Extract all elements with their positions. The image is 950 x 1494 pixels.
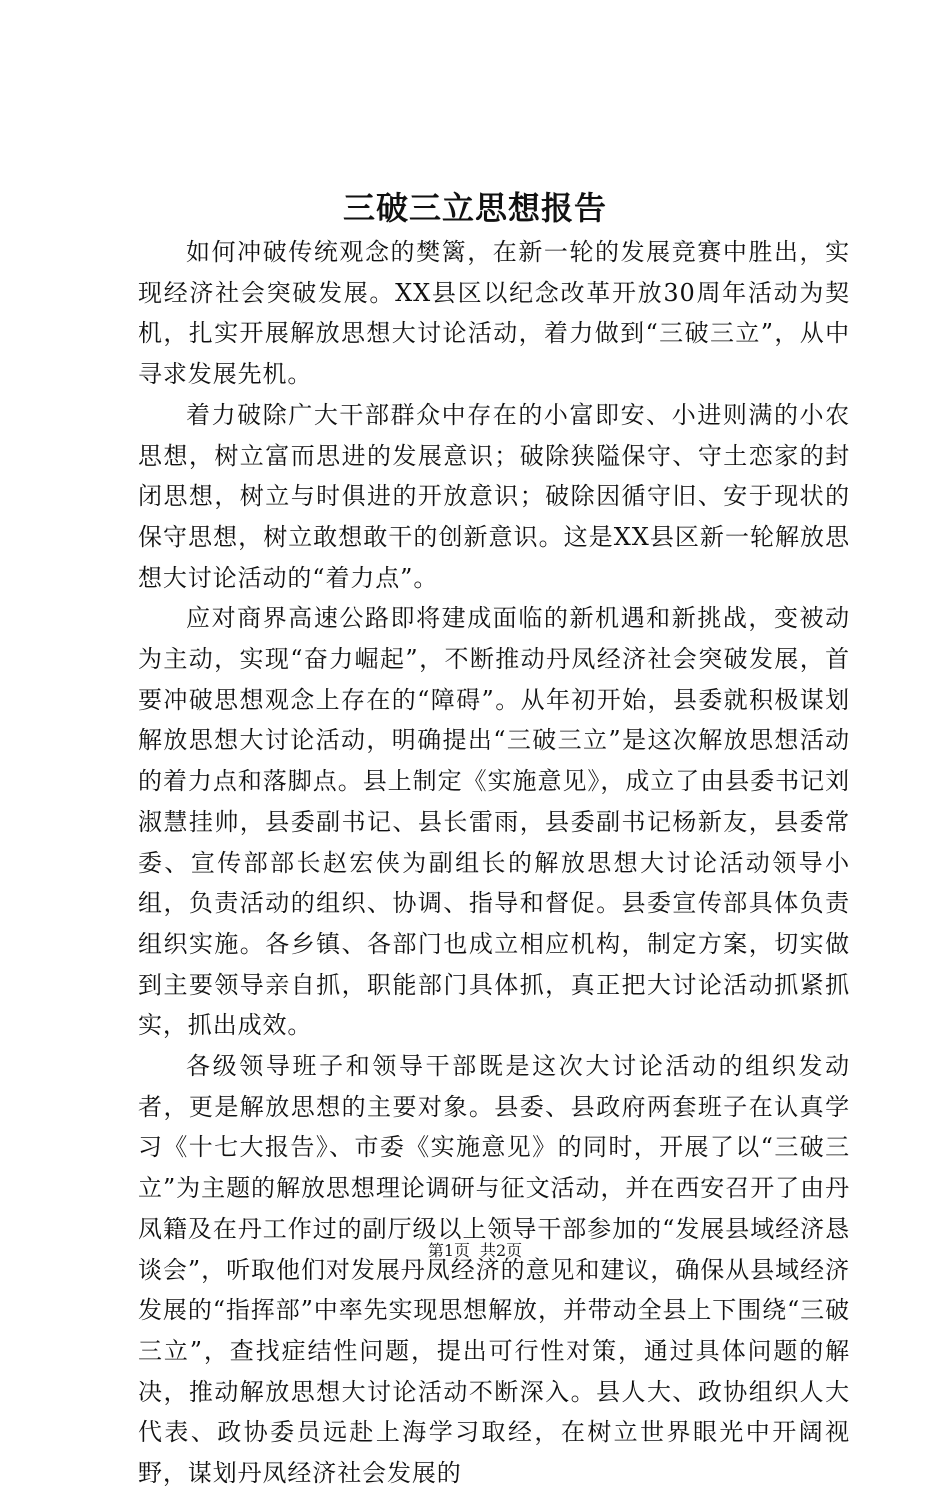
paragraph-3: 应对商界高速公路即将建成面临的新机遇和新挑战，变被动为主动，实现“奋力崛起”，不断推动丹凤经济社会突破发展，首要冲破思想观念上存在的“障碍”。从年初开始，县委就积极谋划解放思想大讨论活动，明确提出“三破三立”是这次解放思想活动的着力点和落脚点。县上制定《实施意见》，成立了由县委书记刘淑慧挂帅，县委副书记、县长雷雨，县委副书记杨新友，县委常委、宣传部部长赵宏侠为副组长的解放思想大讨论活动领导小组，负责活动的组织、协调、指导和督促。县委宣传部具体负责组织实施。各乡镇、各部门也成立相应机构，制定方案，切实做到主要领导亲自抓，职能部门具体抓，真正把大讨论活动抓紧抓实，抓出成效。 bbox=[138, 604, 850, 1040]
page-number-total: 共2页 bbox=[480, 1241, 523, 1260]
page-number-current: 第1页 bbox=[427, 1241, 470, 1260]
page-footer bbox=[0, 1240, 950, 1262]
paragraph-1: 如何冲破传统观念的樊篱，在新一轮的发展竞赛中胜出，实现经济社会突破发展。XX县区以纪念改革开放30周年活动为契机，扎实开展解放思想大讨论活动，着力做到“三破三立”，从中寻求发展先机。 bbox=[138, 238, 850, 389]
paragraph-2: 着力破除广大干部群众中存在的小富即安、小进则满的小农思想，树立富而思进的发展意识；破除狭隘保守、守土恋家的封闭思想，树立与时俱进的开放意识；破除因循守旧、安于现状的保守思想，树立敢想敢干的创新意识。这是XX县区新一轮解放思想大讨论活动的“着力点”。 bbox=[138, 400, 850, 592]
document-title: 三破三立思想报告 bbox=[342, 189, 607, 227]
document-body bbox=[138, 232, 850, 1494]
paragraph-4: 各级领导班子和领导干部既是这次大讨论活动的组织发动者，更是解放思想的主要对象。县委、县政府两套班子在认真学习《十七大报告》、市委《实施意见》的同时，开展了以“三破三立”为主题的解放思想理论调研与征文活动，并在西安召开了由丹凤籍及在丹工作过的副厅级以上领导干部参加的“发展县域经济恳谈会”，听取他们对发展丹凤经济的意见和建议，确保从县域经济发展的“指挥部”中率先实现思想解放，并带动全县上下围绕“三破三立”，查找症结性问题，提出可行性对策，通过具体问题的解决，推动解放思想大讨论活动不断深入。县人大、政协组织人大代表、政协委员远赴上海学习取经，在树立世界眼光中开阔视野，谋划丹凤经济社会发展的 bbox=[138, 1052, 850, 1488]
